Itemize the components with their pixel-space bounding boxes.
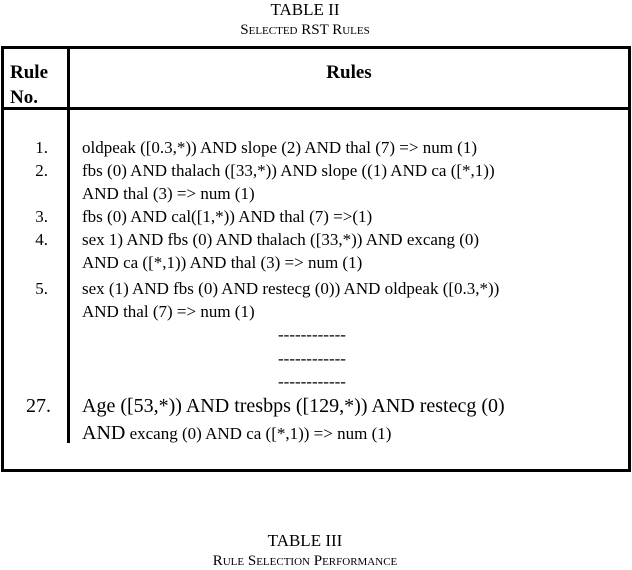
table-ii-title: Selected RST Rules <box>240 22 370 38</box>
rule-text: AND ca ([*,1)) AND thal (3) => num (1) <box>82 253 363 272</box>
rule-number: 2. <box>35 161 48 180</box>
header-rule-no <box>10 60 48 110</box>
rule-number: 3. <box>35 207 48 226</box>
rules-table <box>1 46 631 472</box>
rule-text: sex (1) AND fbs (0) AND restecg (0)) AND oldpeak ([0.3,*)) <box>82 279 500 298</box>
rule-text-and: AND <box>82 422 126 444</box>
rule-text: Age ([53,*)) AND tresbps ([129,*)) AND restecg (0) <box>82 395 505 417</box>
rule-text: fbs (0) AND cal([1,*)) AND thal (7) =>(1) <box>82 207 373 226</box>
rule-number: 5. <box>35 279 48 298</box>
rule-number: 1. <box>35 138 48 157</box>
header-no-text: No. <box>10 87 38 108</box>
ellipsis-line: ------------ <box>278 349 346 368</box>
ellipsis-line: ------------ <box>278 325 346 344</box>
rule-number: 4. <box>35 230 48 249</box>
table-ii-label: TABLE II <box>270 0 340 19</box>
rule-text: sex 1) AND fbs (0) AND thalach ([33,*)) AND excang (0) <box>82 230 480 249</box>
table-iii-title: Rule Selection Performance <box>212 553 398 569</box>
rule-text: fbs (0) AND thalach ([33,*)) AND slope ((1) AND ca ([*,1)) <box>82 161 495 180</box>
rule-text <box>82 422 391 445</box>
rule-text: AND thal (7) => num (1) <box>82 302 255 321</box>
ellipsis-line: ------------ <box>278 372 346 391</box>
column-divider-body <box>67 110 70 443</box>
table-iii-label: TABLE III <box>267 531 343 550</box>
header-divider <box>4 107 628 110</box>
rule-text-rest: excang (0) AND ca ([*,1)) => num (1) <box>125 424 392 443</box>
rule-text: oldpeak ([0.3,*)) AND slope (2) AND thal (7) => num (1) <box>82 138 477 157</box>
header-rules: Rules <box>326 62 372 83</box>
rule-text: AND thal (3) => num (1) <box>82 184 255 203</box>
rule-number: 27. <box>26 395 51 417</box>
header-rule-text: Rule <box>10 62 48 83</box>
